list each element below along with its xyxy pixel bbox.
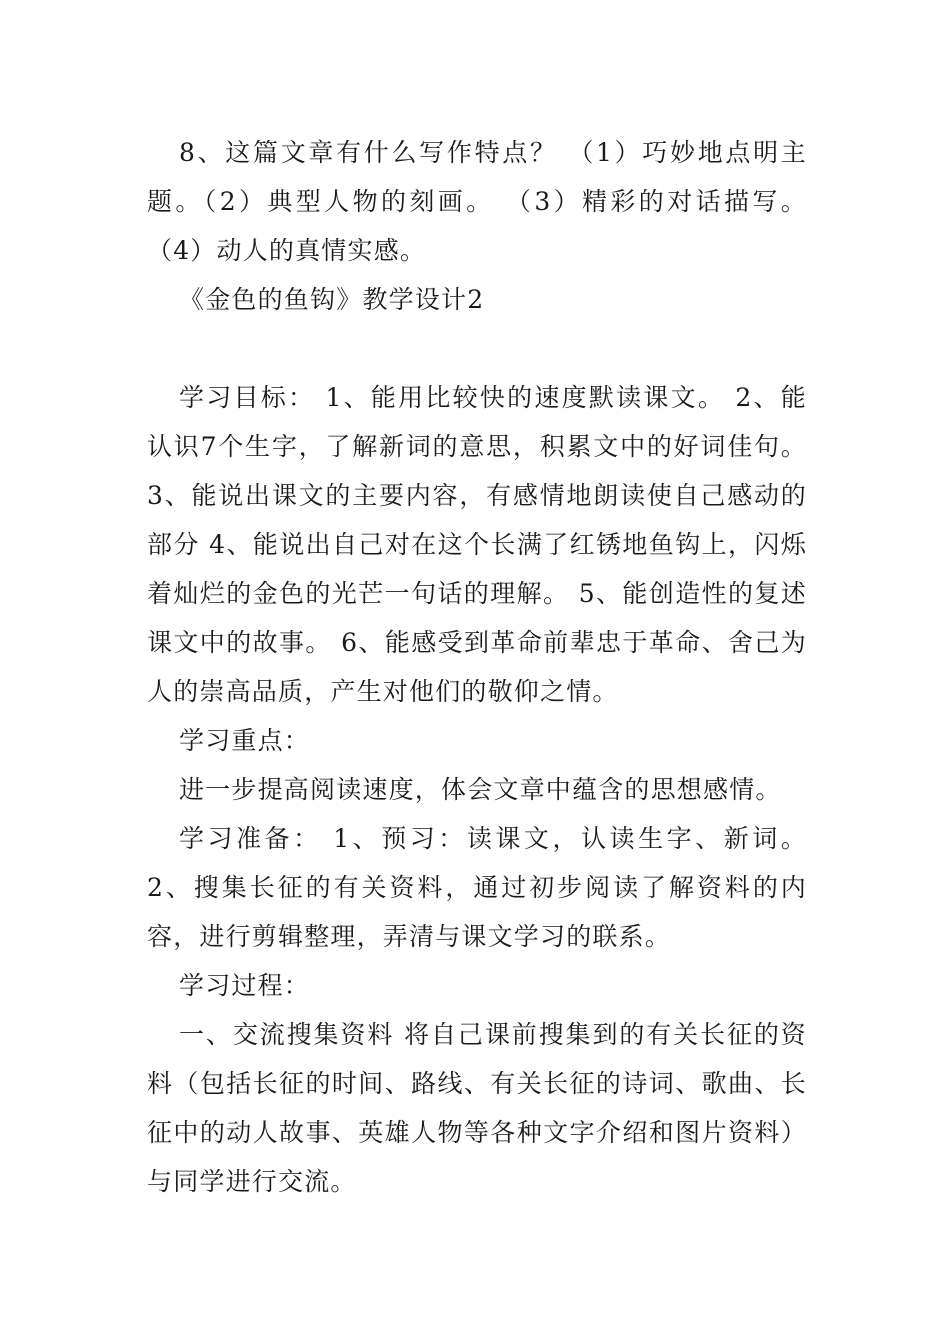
paragraph-learning-goals: 学习目标： 1、能用比较快的速度默读课文。 2、能认识7个生字，了解新词的意思，积累文中的好词佳句。 3、能说出课文的主要内容，有感情地朗读使自己感动的部分 4、能说出自己对在这个长满了红锈地鱼钩上，闪烁着灿烂的金色的光芒一句话的理解。 5、能创造性的复述课文中的故事。 6、能感受到革命前辈忠于革命、舍己为人的崇高品质，产生对他们的敬仰之情。 [147, 383, 807, 706]
paragraph-learning-preparation: 学习准备： 1、预习：读课文，认读生字、新词。 2、搜集长征的有关资料，通过初步阅读了解资料的内容，进行剪辑整理，弄清与课文学习的联系。 [147, 824, 807, 951]
paragraph-learning-focus: 进一步提高阅读速度，体会文章中蕴含的思想感情。 [179, 775, 782, 804]
heading-learning-focus: 学习重点： [179, 726, 311, 755]
blank-line [147, 324, 807, 373]
paragraph-exchange-materials: 一、交流搜集资料 将自己课前搜集到的有关长征的资料（包括长征的时间、路线、有关长征的诗词、歌曲、长征中的动人故事、英雄人物等各种文字介绍和图片资料）与同学进行交流。 [147, 1020, 807, 1196]
heading-learning-process: 学习过程： [179, 971, 311, 1000]
document-body [147, 128, 807, 1206]
paragraph-writing-features: 8、这篇文章有什么写作特点？ （1）巧妙地点明主题。（2）典型人物的刻画。 （3）精彩的对话描写。 （4）动人的真情实感。 [147, 138, 807, 265]
section-title: 《金色的鱼钩》教学设计2 [179, 285, 485, 314]
